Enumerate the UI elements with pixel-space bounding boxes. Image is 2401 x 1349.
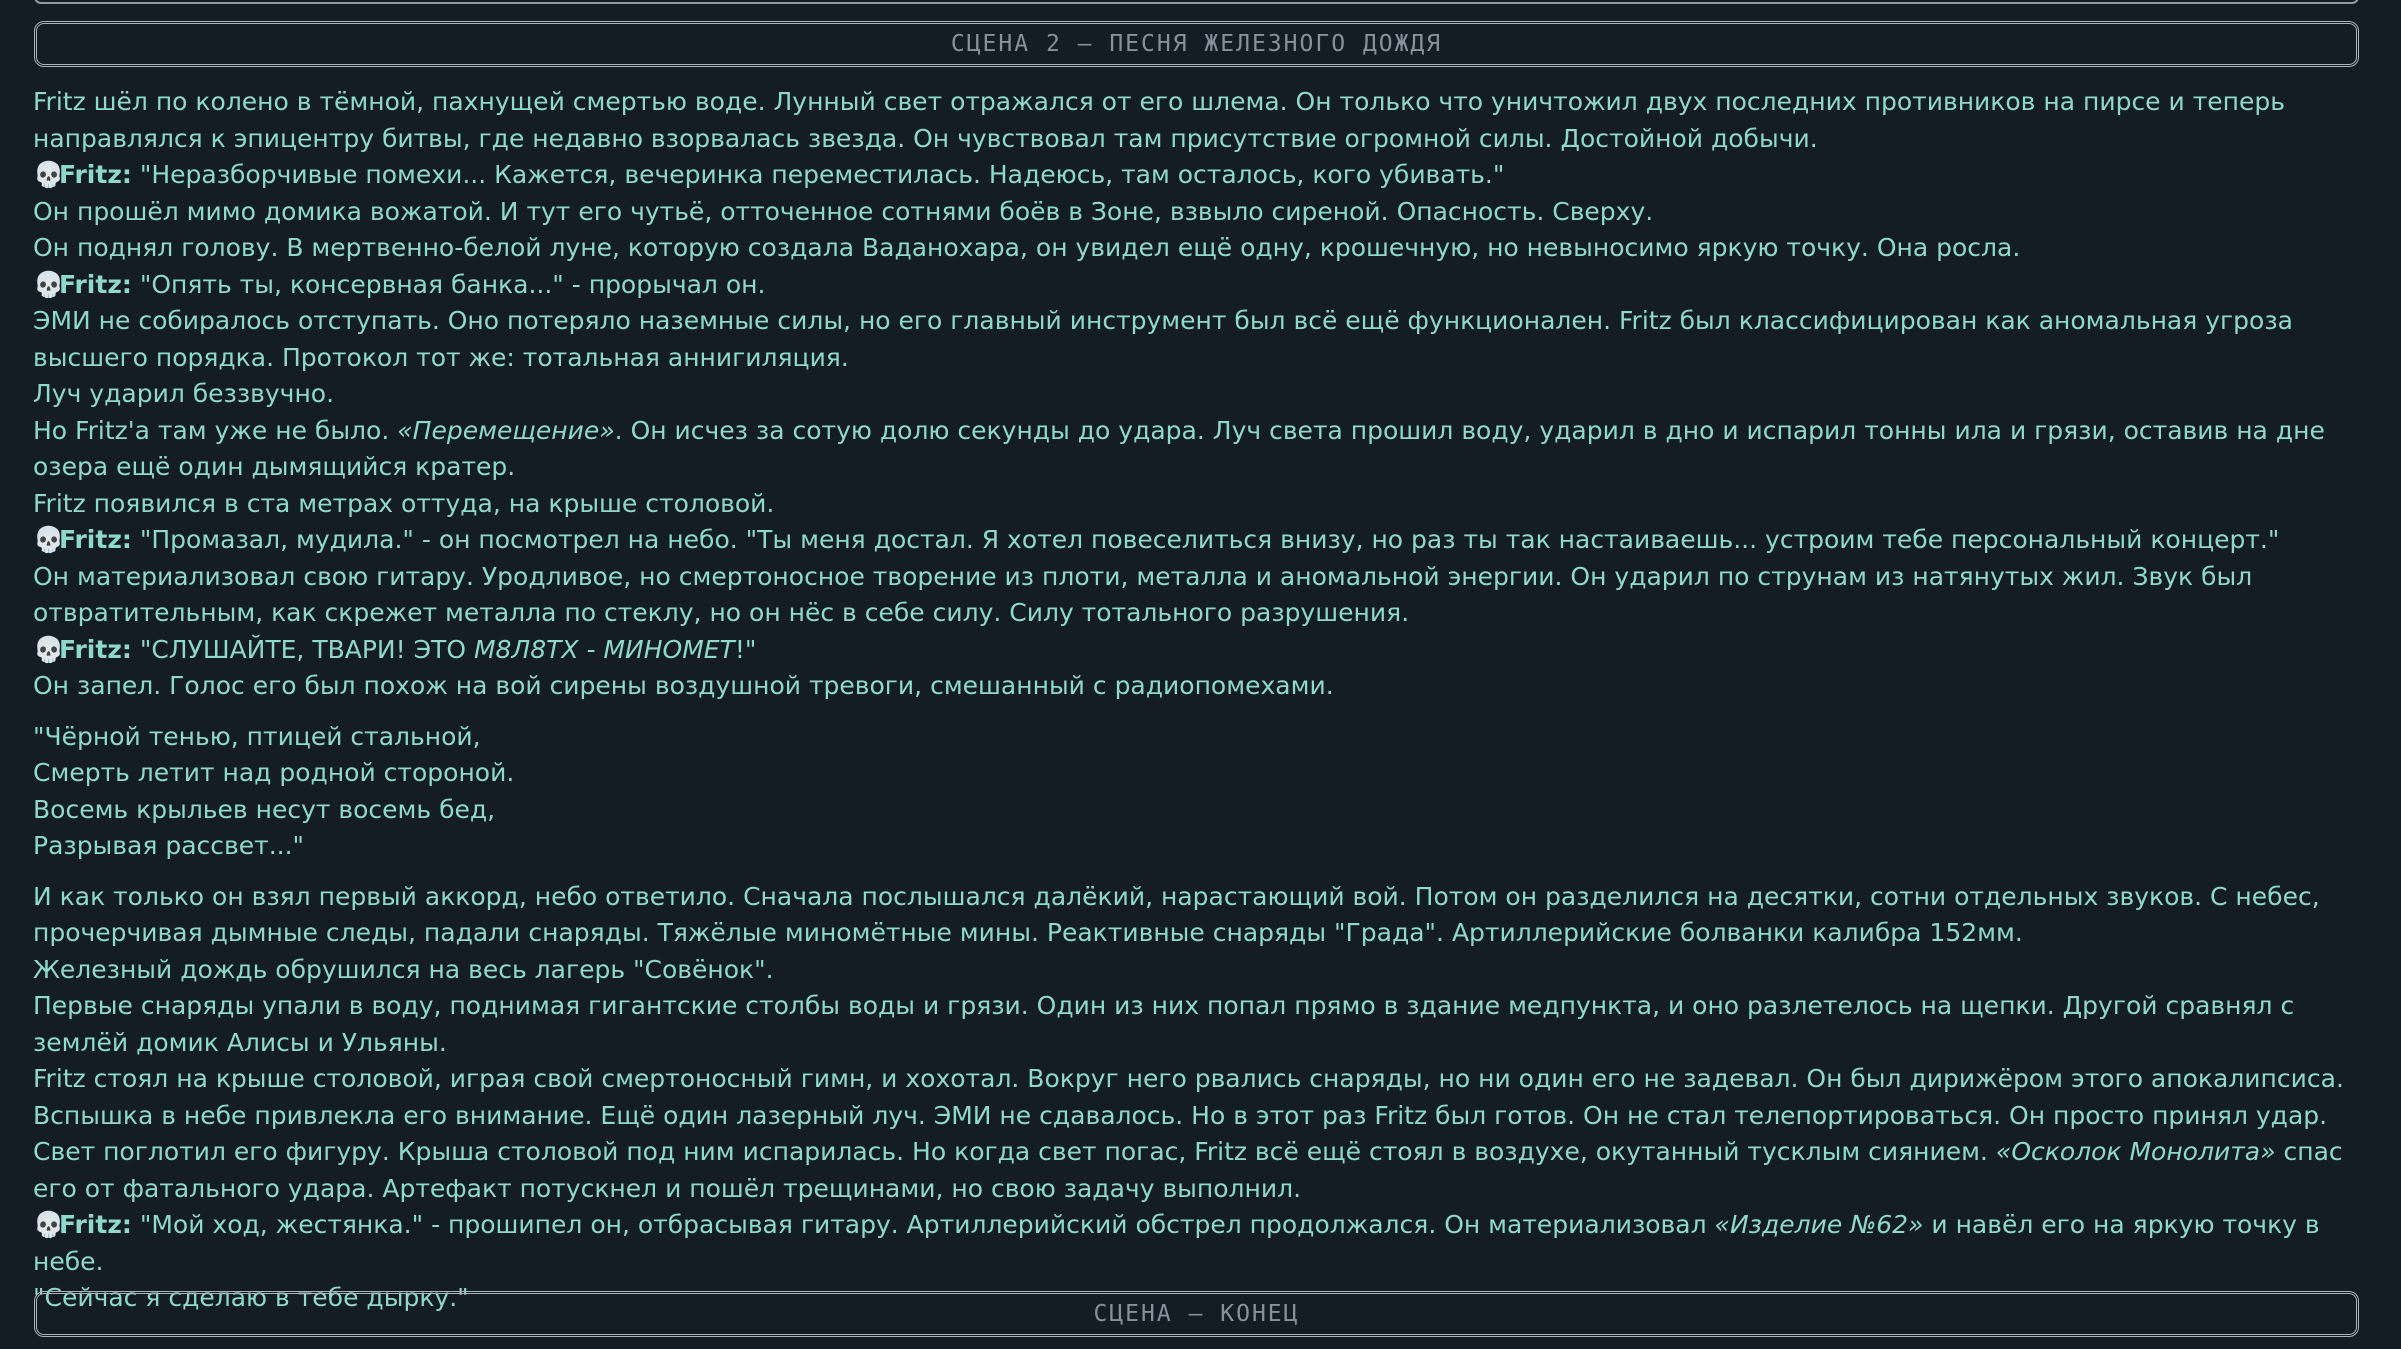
narration-paragraph: Fritz появился в ста метрах оттуда, на крыше столовой. [33, 488, 775, 518]
ability-name: «Перемещение» [397, 415, 615, 445]
speaker-name: Fritz: [59, 160, 132, 189]
dialogue-text: "Мой ход, жестянка." - прошипел он, отбрасывая гитару. Артиллерийский обстрел продолжался. Он материализовал [139, 1210, 1715, 1239]
narration-text: . Он исчез за сотую долю секунды до удара. Луч света прошил воду, ударил в дно и испарил тонны ила и грязи, оставив на дне озера ещё один дымящийся кратер. [33, 415, 2325, 481]
scene-header-title: СЦЕНА 2 – ПЕСНЯ ЖЕЛЕЗНОГО ДОЖДЯ [950, 30, 1443, 57]
dialogue-text: !" [734, 634, 757, 664]
story-text [33, 84, 2368, 1317]
narration-paragraph: ЭМИ не собиралось отступать. Оно потеряло наземные силы, но его главный инструмент был всё ещё функционален. Fritz был классифицирован как аномальная угроза высшего порядка. Протокол тот же: тотальная аннигиляция. [33, 306, 2293, 372]
narration-paragraph: Он материализовал свою гитару. Уродливое, но смертоносное творение из плоти, металла и аномальной энергии. Он ударил по струнам из натянутых жил. Звук был отвратительным, как скрежет металла по стеклу, но он нёс в себе силу. Силу тотального разрушения. [33, 561, 2253, 627]
artifact-name: «Осколок Монолита» [1995, 1137, 2276, 1166]
dialogue-continuation: "Сейчас я сделаю в тебе дырку." [33, 1283, 469, 1312]
speaker-name: Fritz: [59, 269, 132, 299]
verse-line: Восемь крыльев несут восемь бед, [33, 794, 496, 824]
speaker-name: Fritz: [59, 1210, 132, 1239]
skull-icon: 💀 [33, 269, 65, 299]
dialogue-line [33, 1207, 2368, 1280]
skull-icon: 💀 [33, 1210, 65, 1239]
narration-paragraph: Он поднял голову. В мертвенно-белой луне, которую создала Ваданохара, он увидел ещё одну, крошечную, но невыносимо яркую точку. Она росла. [33, 233, 2021, 262]
skull-icon: 💀 [33, 634, 65, 664]
narration-paragraph: И как только он взял первый аккорд, небо ответило. Сначала послышался далёкий, нарастающий вой. Потом он разделился на десятки, сотни отдельных звуков. С небес, прочерчивая дымные следы, падали снаряды. Тяжёлые миномётные мины. Реактивные снаряды "Града". Артиллерийские болванки калибра 152мм. [33, 881, 2320, 947]
narration-paragraph: Он запел. Голос его был похож на вой сирены воздушной тревоги, смешанный с радиопомехами. [33, 671, 1334, 700]
narration-text: Но Fritz'а там уже не было. [33, 415, 398, 445]
narration-paragraph: Fritz стоял на крыше столовой, играя свой смертоносный гимн, и хохотал. Вокруг него рвались снаряды, но ни один его не задевал. Он был дирижёром этого апокалипсиса. [33, 1064, 2344, 1093]
narration-paragraph [33, 413, 2368, 486]
scene-footer-title: СЦЕНА – КОНЕЦ [1093, 1300, 1300, 1327]
skull-icon: 💀 [33, 525, 65, 554]
song-verse [33, 719, 2368, 865]
verse-line: Разрывая рассвет..." [33, 831, 305, 860]
speaker-name: Fritz: [59, 634, 132, 664]
dialogue-text: и навёл его на яркую точку в небе. [33, 1210, 2320, 1276]
speaker-name: Fritz: [59, 525, 132, 554]
dialogue-text: "Опять ты, консервная банка..." - прорычал он. [139, 269, 766, 299]
dialogue-text: "Неразборчивые помехи... Кажется, вечеринка переместилась. Надеюсь, там осталось, кого убивать." [139, 160, 1505, 189]
dialogue-line [33, 157, 2368, 194]
weapon-name: «Изделие №62» [1714, 1210, 1924, 1239]
skull-icon: 💀 [33, 160, 65, 189]
narration-paragraph [33, 1134, 2368, 1207]
previous-message-edge [34, 0, 2359, 4]
narration-paragraph: Первые снаряды упали в воду, поднимая гигантские столбы воды и грязи. Один из них попал прямо в здание медпункта, и оно разлетелось на щепки. Другой сравнял с землёй домик Алисы и Ульяны. [33, 991, 2295, 1057]
dialogue-line [33, 522, 2368, 559]
dialogue-text: "Промазал, мудила." - он посмотрел на небо. "Ты меня достал. Я хотел повеселиться внизу, но раз ты так настаиваешь... устроим тебе персональный концерт." [139, 525, 2280, 554]
verse-line: Смерть летит над родной стороной. [33, 758, 515, 787]
narration-paragraph: Fritz шёл по колено в тёмной, пахнущей смертью воде. Лунный свет отражался от его шлема. Он только что уничтожил двух последних противников на пирсе и теперь направлялся к эпицентру битвы, где недавно взорвалась звезда. Он чувствовал там присутствие огромной силы. Достойной добычи. [33, 87, 2285, 153]
narration-paragraph: Луч ударил беззвучно. [33, 379, 335, 408]
scene-footer-banner [34, 1291, 2359, 1337]
narration-paragraph: Вспышка в небе привлекла его внимание. Ещё один лазерный луч. ЭМИ не сдавалось. Но в этот раз Fritz был готов. Он не стал телепортироваться. Он просто принял удар. [33, 1100, 2328, 1130]
verse-line: "Чёрной тенью, птицей стальной, [33, 721, 481, 751]
scene-header-banner [34, 21, 2359, 67]
narration-text: Свет поглотил его фигуру. Крыша столовой под ним испарилась. Но когда свет погас, Fritz всё ещё стоял в воздухе, окутанный тусклым сиянием. [33, 1137, 1996, 1166]
dialogue-line [33, 267, 2368, 304]
narration-paragraph: Железный дождь обрушился на весь лагерь "Совёнок". [33, 954, 774, 984]
narration-text: спас его от фатального удара. Артефакт потускнел и пошёл трещинами, но свою задачу выполнил. [33, 1137, 2343, 1203]
narration-paragraph: Он прошёл мимо домика вожатой. И тут его чутьё, отточенное сотнями боёв в Зоне, взвыло сиреной. Опасность. Сверху. [33, 196, 1654, 226]
dialogue-text: "СЛУШАЙТЕ, ТВАРИ! ЭТО [139, 634, 474, 664]
dialogue-line [33, 632, 2368, 669]
song-title: M8Л8TX - МИНОМЕТ [473, 634, 735, 664]
